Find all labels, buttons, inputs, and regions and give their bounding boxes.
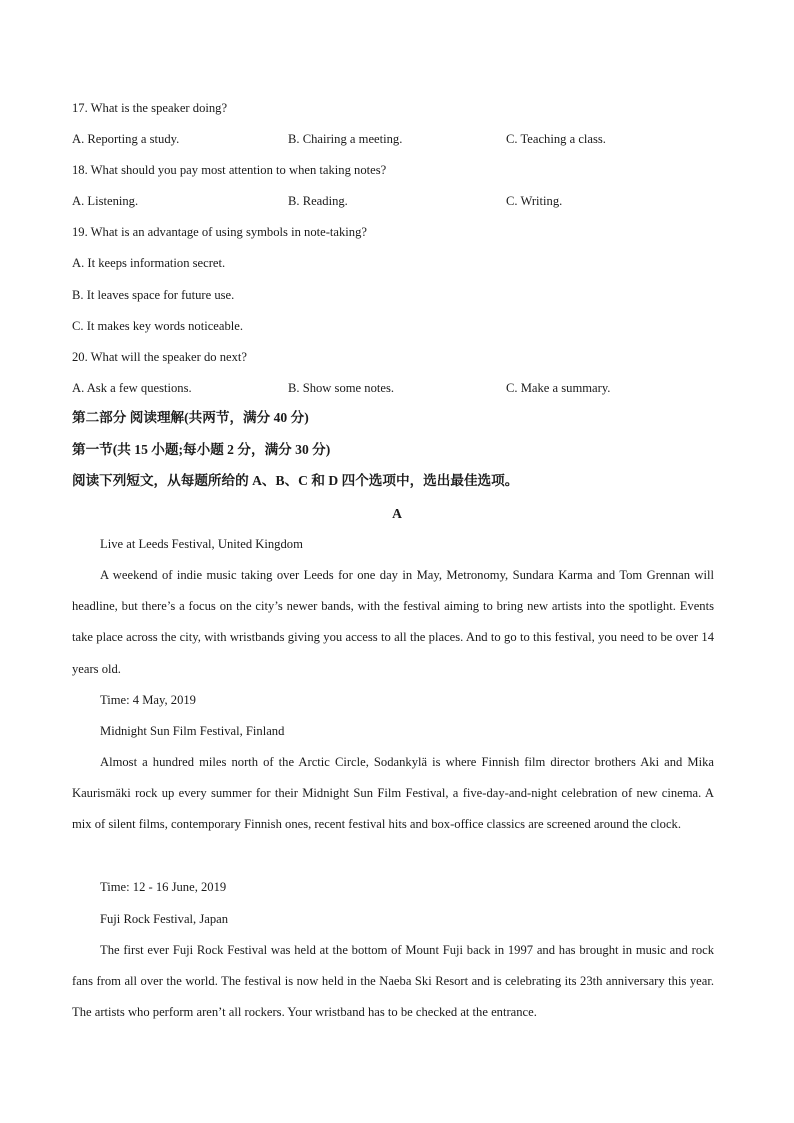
event-body-leeds-text: A weekend of indie music taking over Leeds for one day in May, Metronomy, Sundara Karma and Tom Grennan will headline, but there’s a focus on the city’s newer bands, with the festival aiming to bring new artists into the spotlight. Events take place across the city, with wristbands giving you access to all the places. And to go to this festival, you need to be over 14 years old. bbox=[72, 568, 714, 676]
event-time-midnight-sun: Time: 12 - 16 June, 2019 bbox=[100, 880, 227, 894]
question-17-stem: 17. What is the speaker doing? bbox=[72, 101, 228, 115]
event-title-midnight-sun: Midnight Sun Film Festival, Finland bbox=[100, 724, 285, 738]
question-17-option-a: A. Reporting a study. bbox=[72, 132, 180, 146]
question-18-option-c: C. Writing. bbox=[506, 194, 563, 208]
question-18-options bbox=[72, 193, 772, 209]
passage-label: A bbox=[392, 506, 402, 521]
section-part-title: 第二部分 阅读理解(共两节，满分 40 分) bbox=[72, 410, 309, 425]
section-instruction: 阅读下列短文，从每题所给的 A、B、C 和 D 四个选项中，选出最佳选项。 bbox=[72, 473, 519, 488]
question-20-stem: 20. What will the speaker do next? bbox=[72, 350, 247, 364]
question-17-option-b: B. Chairing a meeting. bbox=[288, 132, 403, 146]
question-20-option-b: B. Show some notes. bbox=[288, 381, 395, 395]
event-title-leeds: Live at Leeds Festival, United Kingdom bbox=[100, 537, 303, 551]
question-20-options bbox=[72, 380, 772, 396]
event-body-fuji-rock-text: The first ever Fuji Rock Festival was held at the bottom of Mount Fuji back in 1997 and has brought in music and rock fans from all over the world. The festival is now held in the Naeba Ski Resort and is celebrating its 23th anniversary this year. The artists who perform aren’t all rockers. Your wristband has to be checked at the entrance. bbox=[72, 943, 714, 1020]
question-18-option-a: A. Listening. bbox=[72, 194, 139, 208]
question-18-stem: 18. What should you pay most attention to when taking notes? bbox=[72, 163, 387, 177]
question-19-option-b: B. It leaves space for future use. bbox=[72, 288, 235, 302]
question-19-stem: 19. What is an advantage of using symbols in note-taking? bbox=[72, 225, 367, 239]
question-20-option-c: C. Make a summary. bbox=[506, 381, 611, 395]
question-18-option-b: B. Reading. bbox=[288, 194, 348, 208]
event-title-fuji-rock: Fuji Rock Festival, Japan bbox=[100, 912, 229, 926]
question-20-option-a: A. Ask a few questions. bbox=[72, 381, 192, 395]
event-body-midnight-sun bbox=[72, 747, 714, 841]
section-sub-title: 第一节(共 15 小题;每小题 2 分，满分 30 分) bbox=[72, 442, 331, 457]
question-17-options bbox=[72, 131, 772, 147]
question-19-option-c: C. It makes key words noticeable. bbox=[72, 319, 244, 333]
event-body-midnight-sun-text: Almost a hundred miles north of the Arctic Circle, Sodankylä is where Finnish film director brothers Aki and Mika Kaurismäki rock up every summer for their Midnight Sun Film Festival, a five-day-and-night celebration of new cinema. A mix of silent films, contemporary Finnish ones, recent festival hits and box-office classics are screened around the clock. bbox=[72, 755, 714, 832]
event-body-fuji-rock bbox=[72, 935, 714, 1029]
question-19-option-a: A. It keeps information secret. bbox=[72, 256, 226, 270]
event-body-leeds bbox=[72, 560, 714, 685]
event-time-leeds: Time: 4 May, 2019 bbox=[100, 693, 196, 707]
question-17-option-c: C. Teaching a class. bbox=[506, 132, 606, 146]
